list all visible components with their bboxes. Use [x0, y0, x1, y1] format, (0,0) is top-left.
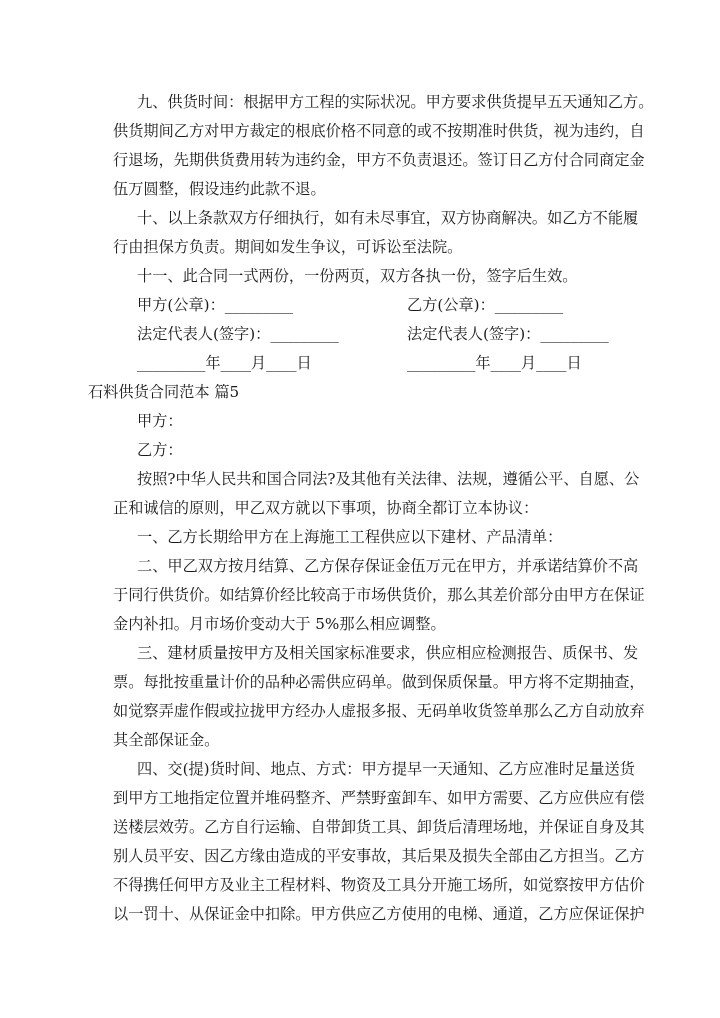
- text-line: 金内补扣。月市场价变动大于 5%那么相应调整。: [113, 615, 446, 633]
- text-line: 十、以上条款双方仔细执行，如有未尽事宜，双方协商解决。如乙方不能履: [137, 209, 639, 227]
- article-title: 石料供货合同范本 篇5: [88, 383, 240, 401]
- section-11: 十一、此合同一式两份，一份两页，双方各执一份，签字后生效。: [137, 267, 578, 285]
- section-10: [113, 204, 639, 262]
- party-b-representative: 法定代表人(签字)：_________: [407, 325, 609, 343]
- party-a-representative: 法定代表人(签字)：_________: [137, 325, 339, 343]
- text-line: 以一罚十、从保证金中扣除。甲方供应乙方使用的电梯、通道，乙方应保证保护: [113, 905, 645, 923]
- party-a-seal: 甲方(公章)：_________: [137, 296, 294, 314]
- text-line: 送楼层效劳。乙方自行运输、自带卸货工具、卸货后清理场地，并保证自身及其: [113, 818, 645, 836]
- intro-paragraph: [113, 465, 640, 523]
- clause-1: 一、乙方长期给甲方在上海施工工程供应以下建材、产品清单：: [137, 528, 563, 546]
- text-line: 于同行供货价。如结算价经比较高于市场供货价，那么其差价部分由甲方在保证: [113, 586, 645, 604]
- section-9: [113, 88, 654, 204]
- text-line: 正和诚信的原则，甲乙双方就以下事项，协商全都订立本协议：: [113, 499, 539, 517]
- signature-row-date: [113, 349, 609, 378]
- party-b-label: 乙方：: [137, 441, 183, 459]
- signature-row-seal: [113, 291, 609, 320]
- text-line: 如觉察弄虚作假或拉拢甲方经办人虚报多报、无码单收货签单那么乙方自动放弃: [113, 702, 645, 720]
- text-line: 供货期间乙方对甲方裁定的根底价格不同意的或不按期准时供货，视为违约，自: [113, 122, 645, 140]
- text-line: 到甲方工地指定位置并堆码整齐、严禁野蛮卸车、如甲方需要、乙方应供应有偿: [113, 789, 645, 807]
- party-b-seal: 乙方(公章)：_________: [407, 296, 564, 314]
- text-line: 其全部保证金。: [113, 731, 220, 749]
- text-line: 行退场，先期供货费用转为违约金，甲方不负责退还。签订日乙方付合同商定金: [113, 151, 645, 169]
- text-line: 行由担保方负责。期间如发生争议，可诉讼至法院。: [113, 238, 463, 256]
- clause-3: [113, 639, 645, 755]
- party-a-label: 甲方：: [137, 412, 183, 430]
- text-line: 九、供货时间：根据甲方工程的实际状况。甲方要求供货提早五天通知乙方。: [137, 93, 654, 111]
- party-b-date: _________年____月____日: [407, 354, 582, 372]
- text-line: 伍万圆整，假设违约此款不退。: [113, 180, 326, 198]
- text-line: 不得携任何甲方及业主工程材料、物资及工具分开施工场所，如觉察按甲方估价: [113, 876, 645, 894]
- signature-row-rep: [113, 320, 609, 349]
- text-line: 票。每批按重量计价的品种必需供应码单。做到保质保量。甲方将不定期抽查，: [113, 673, 645, 691]
- clause-2: [113, 552, 645, 639]
- party-a-date: _________年____月____日: [137, 354, 312, 372]
- text-line: 三、建材质量按甲方及相关国家标准要求，供应相应检测报告、质保书、发: [137, 644, 639, 662]
- text-line: 四、交(提)货时间、地点、方式：甲方提早一天通知、乙方应准时足量送货: [137, 760, 635, 778]
- text-line: 二、甲乙双方按月结算、乙方保存保证金伍万元在甲方，并承诺结算价不高: [137, 557, 639, 575]
- text-line: 别人员平安、因乙方缘由造成的平安事故，其后果及损失全部由乙方担当。乙方: [113, 847, 645, 865]
- text-line: 按照?中华人民共和国合同法?及其他有关法律、法规，遵循公平、自愿、公: [137, 470, 640, 488]
- document-page: [88, 88, 654, 929]
- clause-4: [113, 755, 645, 929]
